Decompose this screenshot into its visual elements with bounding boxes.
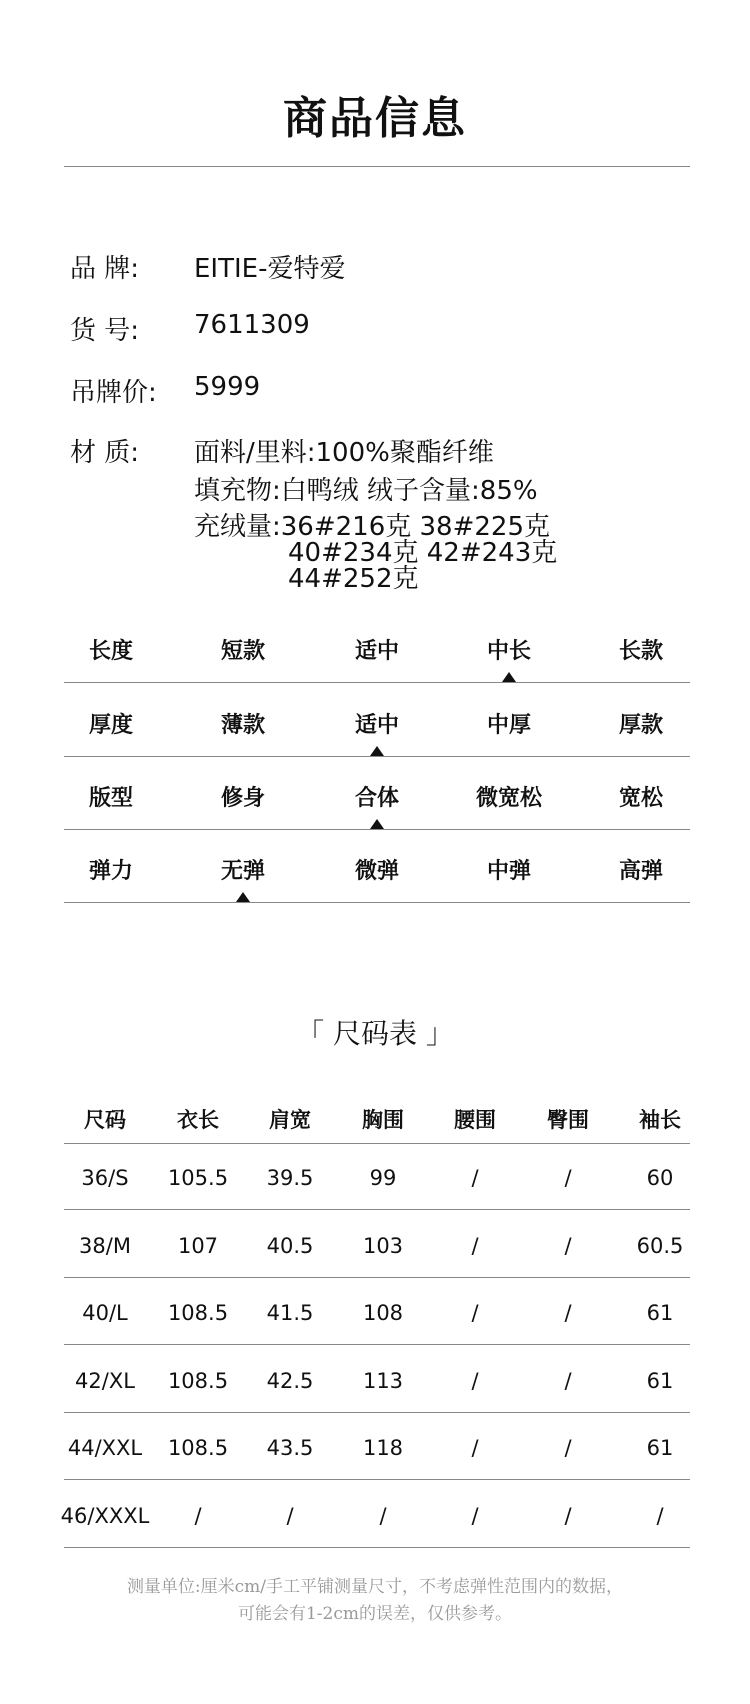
sku-value: 7611309 (194, 310, 310, 340)
title-divider (64, 166, 690, 167)
size-table-header: 臀围 (547, 1108, 589, 1132)
material-line: 面料/里料:100%聚酯纤维 (194, 438, 494, 468)
table-cell: / (564, 1166, 572, 1190)
size-table-divider (64, 1479, 690, 1480)
size-table-divider (64, 1277, 690, 1278)
table-cell: 61 (646, 1301, 674, 1325)
table-cell: / (286, 1503, 294, 1528)
size-table-header: 胸围 (362, 1108, 404, 1132)
table-cell: 42.5 (266, 1368, 314, 1393)
table-cell: 40/L (82, 1301, 128, 1325)
price-value: 5999 (194, 372, 261, 402)
selection-marker-icon (502, 672, 516, 682)
material-line: 充绒量:36#216克 38#225克 (194, 512, 551, 542)
size-table-divider (64, 1412, 690, 1413)
table-cell: / (471, 1166, 479, 1190)
table-cell: 61 (646, 1368, 674, 1393)
attribute-option: 无弹 (220, 859, 265, 884)
measurement-note: 测量单位:厘米cm/手工平铺测量尺寸，不考虑弹性范围内的数据， (126, 1577, 624, 1597)
size-table-divider (64, 1547, 690, 1548)
table-cell: / (471, 1503, 479, 1528)
size-table-header: 衣长 (177, 1108, 219, 1132)
table-cell: 108.5 (167, 1436, 229, 1460)
table-cell: 39.5 (266, 1166, 314, 1190)
table-cell: 36/S (81, 1166, 129, 1190)
attribute-option: 中厚 (486, 713, 531, 738)
attribute-option: 微弹 (354, 859, 399, 884)
size-table-header: 尺码 (84, 1108, 126, 1132)
measurement-note: 可能会有1-2cm的误差，仅供参考。 (237, 1604, 513, 1624)
table-cell: 42/XL (75, 1368, 135, 1393)
table-cell: / (564, 1233, 572, 1258)
size-table-header: 袖长 (639, 1108, 681, 1132)
attribute-option: 宽松 (618, 786, 663, 811)
selection-marker-icon (236, 892, 250, 902)
table-cell: 61 (646, 1436, 674, 1460)
material-line: 40#234克 42#243克 (288, 538, 558, 568)
table-cell: 108.5 (167, 1301, 229, 1325)
attribute-name: 长度 (88, 639, 133, 664)
material-line: 44#252克 (288, 564, 419, 594)
table-cell: / (471, 1233, 479, 1258)
brand-value: EITIE-爱特爱 (194, 254, 346, 284)
table-cell: 99 (369, 1166, 397, 1190)
size-table-divider (64, 1344, 690, 1345)
table-cell: / (471, 1436, 479, 1460)
attribute-name: 弹力 (88, 859, 133, 884)
attribute-divider (64, 902, 690, 903)
table-cell: 40.5 (266, 1233, 314, 1258)
price-label: 吊牌价: (70, 378, 157, 408)
attribute-option: 长款 (618, 639, 663, 664)
table-cell: 44/XXL (67, 1436, 143, 1460)
size-table-divider (64, 1143, 690, 1144)
attribute-option: 适中 (354, 713, 399, 738)
selection-marker-icon (370, 819, 384, 829)
attribute-divider (64, 829, 690, 830)
attribute-option: 合体 (354, 786, 399, 811)
table-cell: 60.5 (636, 1233, 684, 1258)
size-table-header: 腰围 (454, 1108, 496, 1132)
attribute-option: 薄款 (220, 713, 265, 738)
table-cell: / (564, 1301, 572, 1325)
table-cell: 46/XXXL (60, 1503, 150, 1528)
size-table-header: 肩宽 (269, 1108, 311, 1132)
material-label: 材 质: (70, 438, 140, 468)
attribute-option: 短款 (220, 639, 265, 664)
sku-label: 货 号: (70, 316, 140, 346)
attribute-divider (64, 756, 690, 757)
size-table-divider (64, 1209, 690, 1210)
table-cell: / (379, 1503, 387, 1528)
table-cell: 118 (362, 1436, 404, 1460)
attribute-option: 微宽松 (475, 786, 542, 811)
table-cell: / (471, 1368, 479, 1393)
attribute-name: 厚度 (88, 713, 133, 738)
table-cell: 105.5 (167, 1166, 229, 1190)
material-line: 填充物:白鸭绒 绒子含量:85% (194, 476, 538, 506)
table-cell: 108 (362, 1301, 404, 1325)
attribute-divider (64, 682, 690, 683)
table-cell: 43.5 (266, 1436, 314, 1460)
selection-marker-icon (370, 746, 384, 756)
table-cell: / (564, 1436, 572, 1460)
table-cell: 108.5 (167, 1368, 229, 1393)
table-cell: 60 (646, 1166, 674, 1190)
table-cell: / (656, 1503, 664, 1528)
page-title: 商品信息 (283, 93, 467, 144)
table-cell: 38/M (79, 1233, 131, 1258)
table-cell: 113 (362, 1368, 404, 1393)
size-table-title: 「 尺码表 」 (296, 1017, 454, 1050)
table-cell: 41.5 (266, 1301, 314, 1325)
attribute-name: 版型 (88, 786, 133, 811)
attribute-option: 高弹 (618, 859, 663, 884)
table-cell: 107 (177, 1233, 219, 1258)
table-cell: / (471, 1301, 479, 1325)
attribute-option: 适中 (354, 639, 399, 664)
brand-label: 品 牌: (70, 254, 140, 284)
attribute-option: 中长 (486, 639, 531, 664)
table-cell: 103 (362, 1233, 404, 1258)
table-cell: / (564, 1503, 572, 1528)
table-cell: / (564, 1368, 572, 1393)
attribute-option: 修身 (220, 786, 265, 811)
table-cell: / (194, 1503, 202, 1528)
attribute-option: 中弹 (486, 859, 531, 884)
attribute-option: 厚款 (618, 713, 663, 738)
